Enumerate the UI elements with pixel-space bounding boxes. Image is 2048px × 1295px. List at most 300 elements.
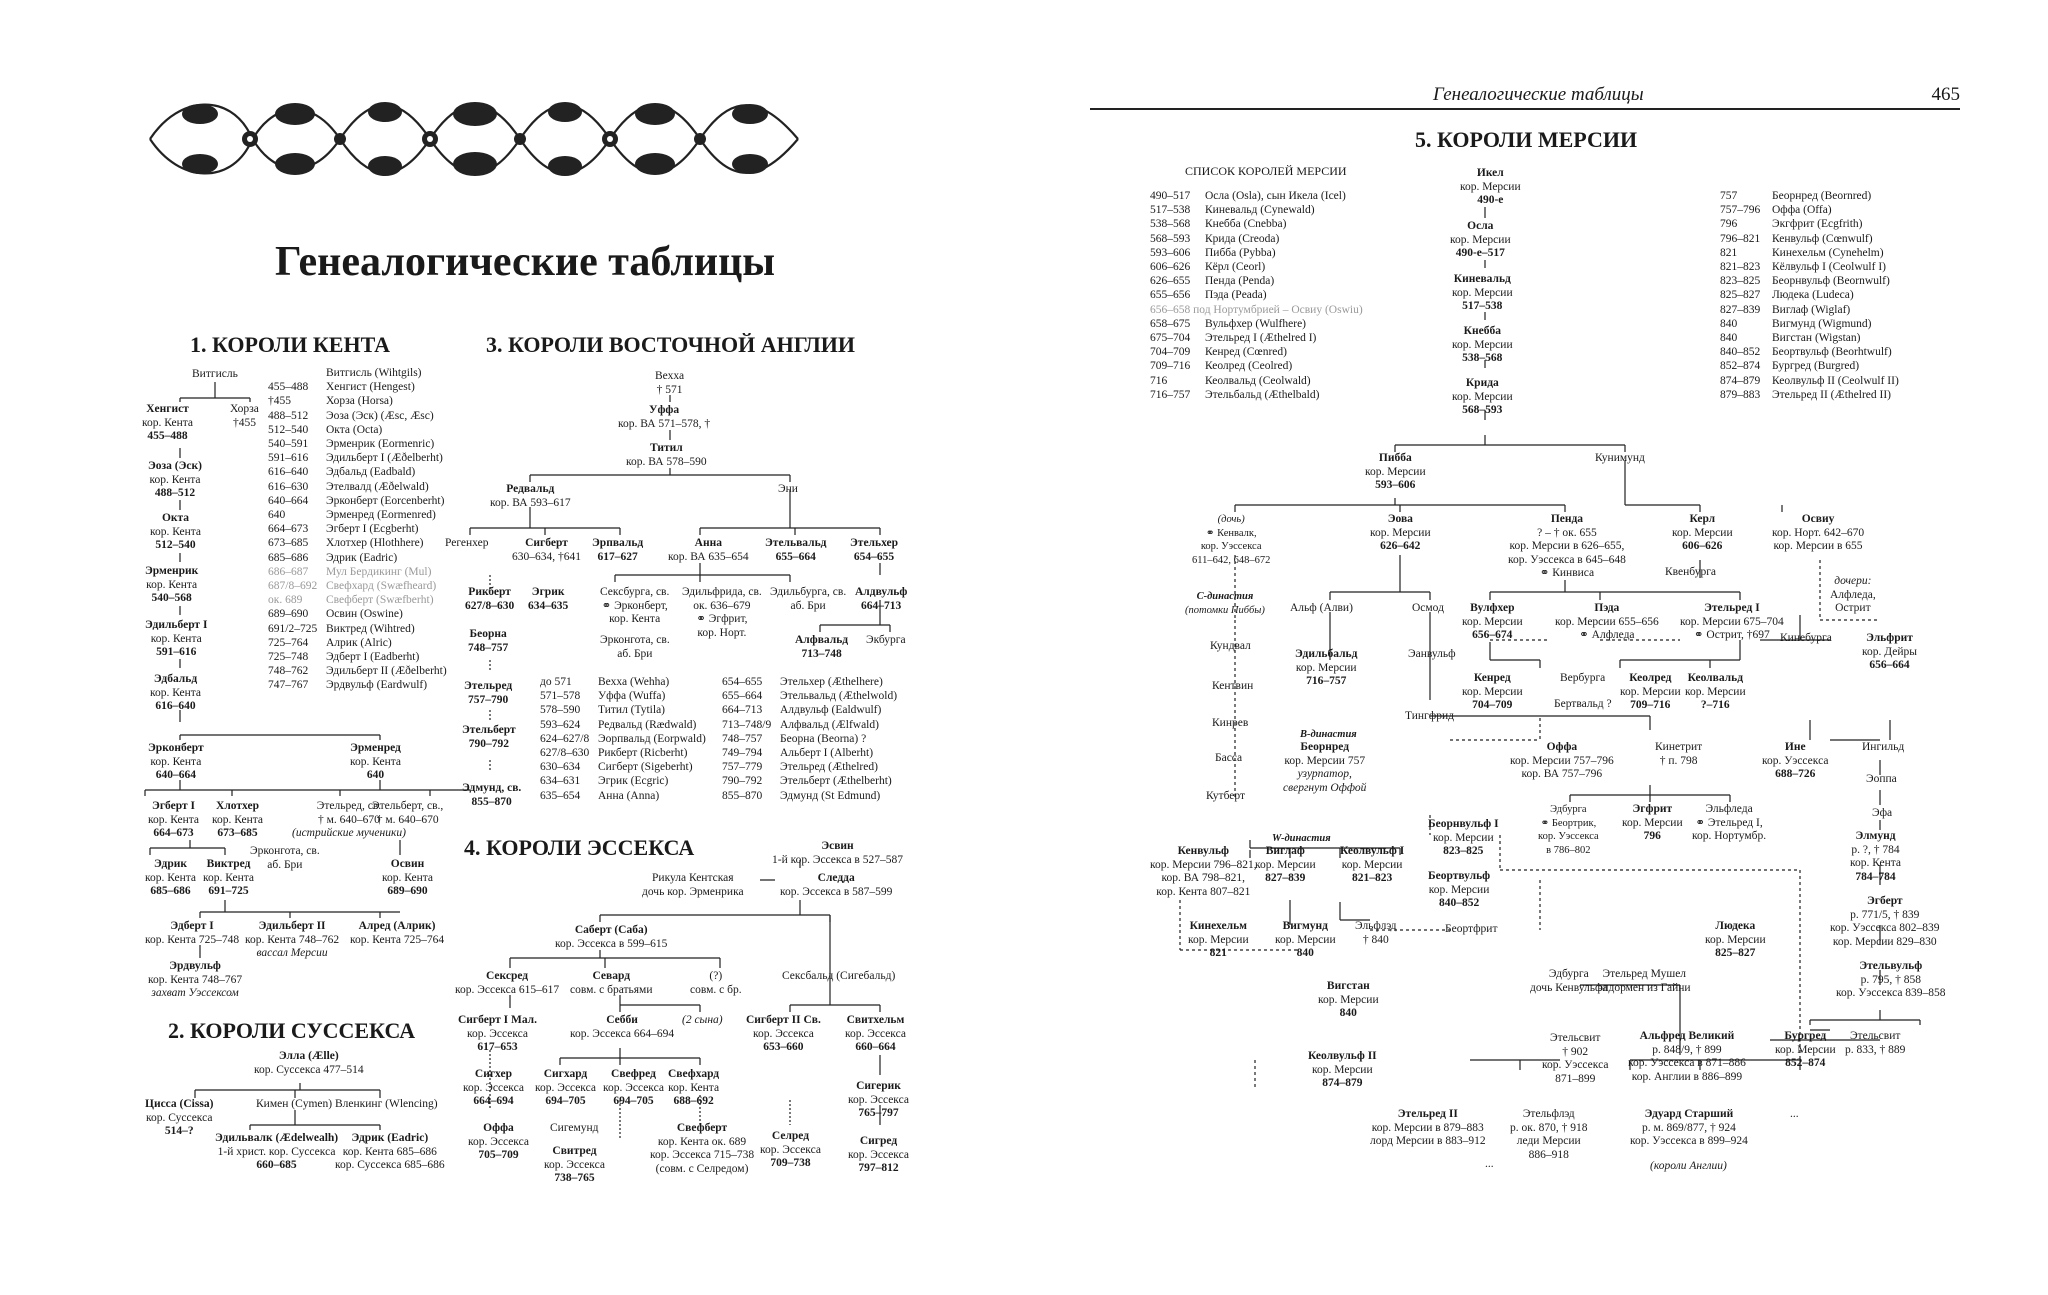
m-ethelsvit: Этельсвит † 902 кор. Уэссекса 871–899: [1542, 1032, 1609, 1085]
king-list-years: 664–713: [722, 704, 763, 717]
king-list-row: [268, 522, 447, 536]
king-list-name: Эорпвальд (Eorpwald): [598, 732, 706, 745]
kent-erdvulf: Эрдвульф кор. Кента 748–767 захват Уэссексом: [148, 960, 243, 999]
running-head-title: Генеалогические таблицы: [1433, 84, 1644, 105]
king-list-years: 655–664: [722, 690, 763, 703]
m-kenred: Кенред кор. Мерсии 704–709: [1462, 672, 1523, 711]
king-list-name: Эрдвульф (Eardwulf): [326, 679, 428, 692]
king-list-name: Эгберт I (Ecgberht): [326, 523, 419, 536]
ea-seksburga: Сексбурга, св. ⚭ Эрконберт, кор. Кента: [600, 586, 670, 625]
ea-erkongota: Эрконгота, св. аб. Бри: [600, 634, 670, 660]
m-pibba: Пибба кор. Мерсии 593–606: [1365, 452, 1426, 491]
king-list-row: [1720, 246, 1899, 260]
king-list-row: [268, 636, 447, 650]
king-list-name: Оффа (Offa): [1772, 204, 1832, 217]
king-list-years: 840–852: [1720, 346, 1761, 359]
king-list-name: Рикберт (Ricberht): [598, 747, 688, 760]
es-sigerik: Сигерик кор. Эссекса 765–797: [848, 1080, 909, 1119]
es-sebbi: Себби кор. Эссекса 664–694: [570, 1014, 675, 1040]
king-list-name: Алдвульф (Ealdwulf): [780, 704, 882, 717]
king-list-name: Эдмунд (St Edmund): [780, 789, 881, 802]
ea-ethelred: Этельред 757–790: [464, 680, 513, 706]
king-list-name: Вульфхер (Wulfhere): [1205, 317, 1307, 330]
m-ethelred2: Этельред II кор. Мерсии в 879–883 лорд Мерсии в 883–912: [1370, 1108, 1486, 1147]
king-list-row: [1720, 345, 1899, 359]
king-list-name: Кёлвульф I (Ceolwulf I): [1772, 261, 1886, 274]
es-sigebert-mal: Сигберт I Мал. кор. Эссекса 617–653: [458, 1014, 538, 1053]
es-two-sons: (2 сына): [682, 1014, 723, 1026]
king-list-years: 626–655: [1150, 275, 1191, 288]
kent-hlothere: Хлотхер кор. Кента 673–685: [212, 800, 264, 839]
mercia-king-list-a: [1150, 189, 1363, 402]
king-list-years: 725–764: [268, 636, 309, 649]
king-list-name: Уффа (Wuffa): [598, 690, 666, 703]
king-list-row: [268, 366, 447, 380]
king-list-row: [722, 718, 897, 732]
king-list-years: 796–821: [1720, 232, 1761, 245]
king-list-name: Кенвульф (Cœnwulf): [1772, 232, 1873, 245]
king-list-years: 725–748: [268, 651, 309, 664]
king-list-name: Этельред I (Æthelred I): [1205, 332, 1317, 345]
king-list-row: [268, 409, 447, 423]
king-list-row: [268, 622, 447, 636]
king-list-name: Этельхер (Æthelhere): [780, 676, 883, 688]
m-kunimund: Кунимунд: [1595, 452, 1645, 464]
king-list-name: Кеолред (Ceolred): [1205, 360, 1293, 373]
ea-regenher: Регенхер: [445, 537, 489, 549]
es-offa: Оффа кор. Эссекса 705–709: [468, 1122, 529, 1161]
m-penda: Пенда ? – † ок. 655 кор. Мерсии в 626–655, кор. Уэссекса в 645–648 ⚭ Кинвиса: [1508, 513, 1626, 579]
ea-titil: Титил кор. ВА 578–590: [626, 442, 707, 468]
m-kinetrit: Кинетрит † п. 798: [1655, 741, 1703, 767]
king-list-row: [268, 650, 447, 664]
ea-vehha: Вехха † 571: [655, 370, 685, 396]
king-list-name: Осла (Osla), сын Икела (Icel): [1205, 190, 1346, 202]
m-eoppa: Эоппа: [1866, 773, 1897, 785]
m-osla: Осла кор. Мерсии 490-е–517: [1450, 220, 1511, 259]
m-dots1: ...: [1790, 1108, 1799, 1120]
king-list-name: Виктред (Wihtred): [326, 622, 415, 635]
m-beornred: Беорнред кор. Мерсии 757 узурпатор, свергнут Оффой: [1283, 741, 1367, 794]
m-kerl: Керл кор. Мерсии 606–626: [1672, 513, 1733, 552]
m-doch: (дочь) ⚭ Кенвалк, кор. Уэссекса 611–642, 648–672: [1192, 514, 1271, 566]
es-svithelm: Свитхельм кор. Эссекса 660–664: [845, 1014, 906, 1053]
king-list-row: [268, 394, 447, 408]
king-list-row: [722, 732, 897, 746]
king-list-name: Хорза (Horsa): [326, 395, 393, 408]
king-list-years: 821–823: [1720, 261, 1761, 274]
king-list-row: [268, 678, 447, 692]
king-list-years: 748–762: [268, 665, 309, 678]
ea-egrik: Эгрик 634–635: [528, 586, 569, 612]
king-list-name: Анна (Anna): [598, 789, 660, 802]
es-sevard: Севард совм. с братьями: [570, 970, 653, 996]
king-list-name: Витгисль (Wihtgils): [326, 367, 422, 379]
sussex-edrik: Эдрик (Eadric) кор. Кента 685–686 кор. Суссекса 685–686: [335, 1132, 445, 1171]
king-list-years: 630–634: [540, 761, 581, 774]
king-list-years: 640: [268, 509, 286, 522]
king-list-years: 540–591: [268, 438, 309, 451]
king-list-row: [1720, 203, 1899, 217]
king-list-years: 488–512: [268, 409, 309, 422]
king-list-years: 825–827: [1720, 289, 1761, 302]
page-title: Генеалогические таблицы: [275, 239, 776, 285]
king-list-row: [722, 774, 897, 788]
m-ethelsvit2: Этельсвит р. 833, † 889: [1845, 1030, 1906, 1056]
king-list-years: 689–690: [268, 608, 309, 621]
kent-edilbert2: Эдильберт II кор. Кента 748–762 вассал Мерсии: [245, 920, 340, 959]
m-offa: Оффа кор. Мерсии 757–796 кор. ВА 757–796: [1510, 741, 1614, 780]
es-q: (?) совм. с бр.: [690, 970, 742, 996]
king-list-name: Эгрик (Ecgric): [598, 775, 669, 788]
ea-aldvulf: Алдвульф 664–713: [855, 586, 908, 612]
king-list-years: 685–686: [268, 551, 309, 564]
king-list-years: 634–631: [540, 775, 581, 788]
ea-eni: Эни: [778, 483, 798, 495]
ornamental-header: [140, 84, 808, 194]
king-list-name: Кеолвульф II (Ceolwulf II): [1772, 374, 1899, 387]
ea-edilburga: Эдильбурга, св. аб. Бри: [770, 586, 847, 612]
king-list-years: 578–590: [540, 704, 581, 717]
king-list-row: [722, 746, 897, 760]
king-list-row: [540, 689, 706, 703]
kent-vitgisl: Витгисль: [192, 368, 238, 380]
kent-ethelred-sv: Этельред, св. † м. 640–670 (истрийские мученики): [292, 800, 406, 839]
ea-redwald: Редвальд кор. ВА 593–617: [490, 483, 571, 509]
m-ingild: Ингильд: [1862, 741, 1905, 753]
king-list-years: 675–704: [1150, 332, 1191, 345]
m-alf: Альф (Алви): [1290, 602, 1353, 614]
king-list-row: [268, 593, 447, 607]
king-list-name: Кинехельм (Cynehelm): [1772, 246, 1884, 259]
m-beortvulf: Беортвульф кор. Мерсии 840–852: [1428, 870, 1491, 909]
king-list-name: Этельред (Æthelred): [780, 761, 878, 774]
king-list-row: [1150, 374, 1363, 388]
m-elfrith: Эльфрит кор. Дейры 656–664: [1862, 632, 1917, 671]
king-list-name: Беорнвульф (Beornwulf): [1772, 275, 1890, 288]
king-list-row: [268, 664, 447, 678]
king-list-name: Хенгист (Hengest): [326, 381, 415, 394]
king-list-years: 704–709: [1150, 346, 1191, 359]
king-list-row: [1150, 331, 1363, 345]
king-list-row: [1720, 374, 1899, 388]
es-sigher: Сигхер кор. Эссекса 664–694: [463, 1068, 524, 1107]
es-sigemund: Сигемунд: [550, 1122, 599, 1134]
m-kenvin: Кентвин: [1212, 680, 1254, 692]
kent-vihtred: Виктред кор. Кента 691–725: [203, 858, 255, 897]
mercia-list-title: СПИСОК КОРОЛЕЙ МЕРСИИ: [1185, 164, 1347, 178]
king-list-years: 709–716: [1150, 360, 1191, 373]
kent-ethelbert-sv: Этельберт, св., † м. 640–670: [372, 800, 444, 826]
king-list-row: [1720, 189, 1899, 203]
kent-alred: Алред (Алрик) кор. Кента 725–764: [350, 920, 445, 946]
m-edward: Эдуард Старший р. м. 869/877, † 924 кор. Уэссекса в 899–924: [1630, 1108, 1748, 1147]
king-list-name: Эдберт I (Eadberht): [326, 651, 420, 664]
m-beornvulf: Беорнвульф I кор. Мерсии 823–825: [1428, 818, 1499, 857]
kent-ermenred: Эрменред кор. Кента 640: [350, 742, 402, 781]
king-list-years: 879–883: [1720, 388, 1761, 401]
king-list-row: [268, 465, 447, 479]
m-bertvald: Бертвальд ?: [1554, 698, 1612, 710]
ea-rikbert: Рикберт 627/8–630: [465, 586, 515, 612]
ea-anna: Анна кор. ВА 635–654: [668, 537, 749, 563]
king-list-row: [722, 703, 897, 717]
king-list-row: [722, 689, 897, 703]
king-list-years: ок. 689: [268, 594, 303, 607]
king-list-years: 716–757: [1150, 388, 1191, 401]
king-list-row: [268, 508, 447, 522]
king-list-years: 757: [1720, 190, 1738, 202]
king-list-row: [1150, 274, 1363, 288]
m-edburga2: Эдбурга дочь Кенвульфа: [1530, 968, 1608, 994]
ea-uffa: Уффа кор. ВА 571–578, †: [618, 404, 711, 430]
m-kinrev: Кинрев: [1212, 717, 1249, 729]
m-kinehelm: Кинехельм кор. Мерсии 821: [1188, 920, 1249, 959]
kent-egbert1: Эгберт I кор. Кента 664–673: [148, 800, 200, 839]
king-list-name: Эоза (Эск) (Æsc, Æsc): [326, 409, 434, 422]
king-list-row: [1150, 232, 1363, 246]
king-list-name: Бургред (Burgred): [1772, 360, 1860, 373]
m-edilbald: Эдильбальд кор. Мерсии 716–757: [1295, 648, 1358, 687]
king-list-years: 658–675: [1150, 317, 1191, 330]
kent-erkonbert: Эрконберт кор. Кента 640–664: [148, 742, 204, 781]
mercia-king-list-b: [1720, 189, 1899, 402]
king-list-years: 790–792: [722, 775, 763, 788]
king-list-years: 852–874: [1720, 360, 1761, 373]
king-list-years: 635–654: [540, 789, 581, 802]
king-list-years: 840: [1720, 332, 1738, 345]
m-kinevald: Киневальд кор. Мерсии 517–538: [1452, 273, 1513, 312]
king-list-name: Вехха (Wehha): [598, 676, 670, 688]
king-list-row: [268, 565, 447, 579]
m-eanvulf: Эанвульф: [1408, 648, 1456, 660]
king-list-row: [268, 423, 447, 437]
king-list-years: 823–825: [1720, 275, 1761, 288]
m-elflad: Эльфлэд † 840: [1355, 920, 1397, 946]
king-list-row: [1720, 317, 1899, 331]
king-list-name: Киневальд (Cynewald): [1205, 204, 1315, 217]
king-list-years: 627/8–630: [540, 747, 590, 760]
king-list-years: 512–540: [268, 423, 309, 436]
m-keolvald: Кеолвальд кор. Мерсии ?–716: [1685, 672, 1746, 711]
king-list-name: Эдбальд (Eadbald): [326, 466, 416, 479]
king-list-row: [268, 607, 447, 621]
king-list-name: Освин (Oswine): [326, 608, 403, 621]
m-ethelred-mushel: Этельред Мушел элдормен из Гайни: [1598, 968, 1691, 994]
king-list-name: Кеолвальд (Ceolwald): [1205, 374, 1311, 387]
king-list-name: Свефберт (Swæfberht): [326, 594, 434, 607]
king-list-row: [268, 494, 447, 508]
king-list-years: 538–568: [1150, 218, 1191, 231]
king-list-row: [1720, 217, 1899, 231]
king-list-years: 874–879: [1720, 374, 1761, 387]
es-saberht: Саберт (Саба) кор. Эссекса в 599–615: [555, 924, 668, 950]
king-list-years: 796: [1720, 218, 1738, 231]
ea-erpwald: Эрпвальд 617–627: [592, 537, 644, 563]
king-list-years: 593–606: [1150, 246, 1191, 259]
m-elfleda: Эльфледа ⚭ Этельред I, кор. Нортумбр.: [1692, 803, 1767, 842]
king-list-row: [722, 675, 897, 689]
king-list-years: 747–767: [268, 679, 309, 692]
king-list-years: 616–640: [268, 466, 309, 479]
kent-horsa: Хорза †455: [230, 403, 259, 429]
kent-erkongota: Эрконгота, св. аб. Бри: [250, 845, 320, 871]
m-verburga: Вербурга: [1560, 672, 1606, 684]
m-kundval: Кундвал: [1210, 640, 1251, 652]
m-peda: Пэда кор. Мерсии 655–656 ⚭ Алфледа: [1555, 602, 1659, 641]
king-list-row: [1150, 317, 1363, 331]
king-list-years: 749–794: [722, 747, 763, 760]
m-docheri: дочери: Алфледа, Острит: [1830, 575, 1876, 614]
king-list-row: [268, 536, 447, 550]
king-list-name: Альберт I (Alberht): [780, 747, 874, 760]
es-svitred: Свитред кор. Эссекса 738–765: [544, 1145, 605, 1184]
king-list-row: [1720, 260, 1899, 274]
m-ikel: Икел кор. Мерсии 490-е: [1460, 167, 1521, 206]
king-list-name: Этелвалд (Æðelwald): [326, 480, 429, 493]
m-vulfher: Вулфхер кор. Мерсии 656–674: [1462, 602, 1523, 641]
king-list-years: 616–630: [268, 480, 309, 493]
kent-okta: Окта кор. Кента 512–540: [150, 512, 202, 551]
ea-ethelbert: Этельберт 790–792: [462, 724, 516, 750]
sussex-cissa: Цисса (Cissa) кор. Суссекса 514–?: [145, 1098, 214, 1137]
king-list-name: Титил (Tytila): [598, 704, 666, 717]
king-list-years: 593–624: [540, 718, 581, 731]
running-head: [1090, 84, 1960, 110]
king-list-years: 713–748/9: [722, 718, 772, 731]
king-list-name: Кнебба (Cnebba): [1205, 218, 1287, 231]
king-list-name: Пибба (Pybba): [1205, 246, 1276, 259]
m-ethelvulf: Этельвульф р. 795, † 858 кор. Уэссекса 839–858: [1836, 960, 1946, 999]
m-beortfrit: Беортфрит: [1445, 923, 1498, 935]
ea-ekburga: Экбурга: [866, 634, 906, 646]
king-list-row: [268, 380, 447, 394]
king-list-row: [268, 451, 447, 465]
m-ethelred1: Этельред I кор. Мерсии 675–704 ⚭ Острит, †697: [1680, 602, 1784, 641]
ea-beorna: Беорна 748–757: [468, 628, 509, 654]
king-list-row: [1150, 359, 1363, 373]
king-list-name: Редвальд (Rædwald): [598, 718, 697, 731]
sussex-ella: Элла (Ælle) кор. Суссекса 477–514: [254, 1050, 364, 1076]
king-list-years: 606–626: [1150, 261, 1191, 274]
king-list-years: 840: [1720, 317, 1738, 330]
king-list-years: 591–616: [268, 452, 309, 465]
king-list-years: 686–687: [268, 565, 309, 578]
king-list-row: [540, 675, 706, 689]
m-dots2: ...: [1485, 1158, 1494, 1170]
m-viglaf: Виглаф кор. Мерсии 827–839: [1255, 845, 1316, 884]
king-list-years: 748–757: [722, 732, 763, 745]
king-list-name: Экгфрит (Ecgfrith): [1772, 218, 1863, 231]
king-list-row: [540, 732, 706, 746]
king-list-row: [540, 760, 706, 774]
ea-ethelhere: Этельхер 654–655: [850, 537, 899, 563]
king-list-years: 490–517: [1150, 190, 1191, 202]
king-list-row: [1720, 331, 1899, 345]
king-list-name: Людека (Ludeca): [1772, 289, 1854, 302]
es-sledda: Следда кор. Эссекса в 587–599: [780, 872, 893, 898]
king-list-row: [1150, 345, 1363, 359]
king-list-row: [722, 789, 897, 803]
king-list-row: [1720, 288, 1899, 302]
m-ine: Ине кор. Уэссекса 688–726: [1762, 741, 1829, 780]
ea-edmund: Эдмунд, св. 855–870: [462, 782, 522, 808]
king-list-name: Виглаф (Wiglaf): [1772, 303, 1851, 316]
king-list-name: Крида (Creoda): [1205, 232, 1280, 245]
king-list-name: Сигберт (Sigeberht): [598, 761, 693, 774]
king-list-row: [540, 746, 706, 760]
kent-eosa: Эоза (Эск) кор. Кента 488–512: [148, 460, 202, 499]
king-list-years: 571–578: [540, 690, 581, 703]
king-list-name: Кёрл (Ceorl): [1205, 261, 1266, 274]
m-elmund: Элмунд р. ?, † 784 кор. Кента 784–784: [1850, 830, 1902, 883]
king-list-name: Беортвульф (Beorhtwulf): [1772, 346, 1892, 359]
king-list-years: 664–673: [268, 523, 309, 536]
king-list-name: Эрменрик (Eormenric): [326, 438, 435, 451]
es-svefhard: Свефхард кор. Кента 688–692: [668, 1068, 720, 1107]
essex-heading: 4. КОРОЛИ ЭССЕКСА: [464, 835, 695, 860]
king-list-row: [1150, 260, 1363, 274]
king-list-name: Беорнред (Beornred): [1772, 190, 1872, 202]
king-list-years: †455: [268, 395, 291, 408]
king-list-name: Кенред (Cœnred): [1205, 346, 1287, 359]
kent-ermenrik: Эрменрик кор. Кента 540–568: [145, 565, 199, 604]
kent-edrik: Эдрик кор. Кента 685–686: [145, 858, 197, 897]
king-list-years: 455–488: [268, 381, 309, 394]
kent-osvin: Освин кор. Кента 689–690: [382, 858, 434, 897]
ea-alfvald: Алфвальд 713–748: [795, 634, 849, 660]
king-list-name: Вигстан (Wigstan): [1772, 332, 1861, 345]
king-list-years: 757–796: [1720, 204, 1761, 217]
king-list-row: [1720, 359, 1899, 373]
m-burgred: Бургред кор. Мерсии 852–874: [1775, 1030, 1836, 1069]
king-list-name: Эрменред (Eormenred): [326, 509, 436, 522]
king-list-name: Свефхард (Swæfheard): [326, 580, 437, 593]
king-list-years: 691/2–725: [268, 622, 318, 635]
king-list-years: 855–870: [722, 789, 763, 802]
m-w-dyn: W-династия: [1272, 833, 1331, 844]
king-list-years: 654–655: [722, 676, 763, 688]
es-selred: Селред кор. Эссекса 709–738: [760, 1130, 821, 1169]
ea-ethelwald: Этельвальд 655–664: [765, 537, 827, 563]
m-egfrit: Эгфрит кор. Мерсии 796: [1622, 803, 1683, 842]
kent-hengist: Хенгист кор. Кента 455–488: [142, 403, 194, 442]
m-efa: Эфа: [1872, 807, 1893, 819]
king-list-name: Пэда (Peada): [1205, 289, 1267, 302]
king-list-row: [1720, 303, 1899, 317]
king-list-row: [268, 579, 447, 593]
king-list-row: [1150, 217, 1363, 231]
mercia-heading: 5. КОРОЛИ МЕРСИИ: [1415, 127, 1638, 152]
king-list-name: Этельвальд (Æthelwold): [780, 690, 898, 703]
m-kineburga: Кинебурга: [1780, 632, 1832, 644]
king-list-years: 655–656: [1150, 289, 1191, 302]
king-list-name: Эдрик (Eadric): [326, 551, 398, 564]
es-sigehard: Сигхард кор. Эссекса 694–705: [535, 1068, 596, 1107]
king-list-years: до 571: [540, 676, 572, 688]
king-list-name: Мул Бердикинг (Mul): [326, 565, 432, 578]
m-osvyu: Освиу кор. Норт. 642–670 кор. Мерсии в 655: [1772, 513, 1865, 552]
sussex-edilvalh: Эдильвалк (Ædelwealh) 1-й христ. кор. Суссекса 660–685: [215, 1132, 339, 1171]
m-kutbert: Кутберт: [1206, 790, 1246, 802]
page-number: 465: [1931, 84, 1960, 105]
m-alfred: Альфред Великий р. 848/9, † 899 кор. Уэссекса в 871–886 кор. Англии в 886–899: [1628, 1030, 1746, 1083]
king-list-years: 517–538: [1150, 204, 1191, 217]
king-list-name: Беорна (Beorna) ?: [780, 732, 867, 745]
king-list-years: 687/8–692: [268, 580, 318, 593]
king-list-years: 640–664: [268, 494, 309, 507]
king-list-name: Пенда (Penda): [1205, 275, 1275, 288]
